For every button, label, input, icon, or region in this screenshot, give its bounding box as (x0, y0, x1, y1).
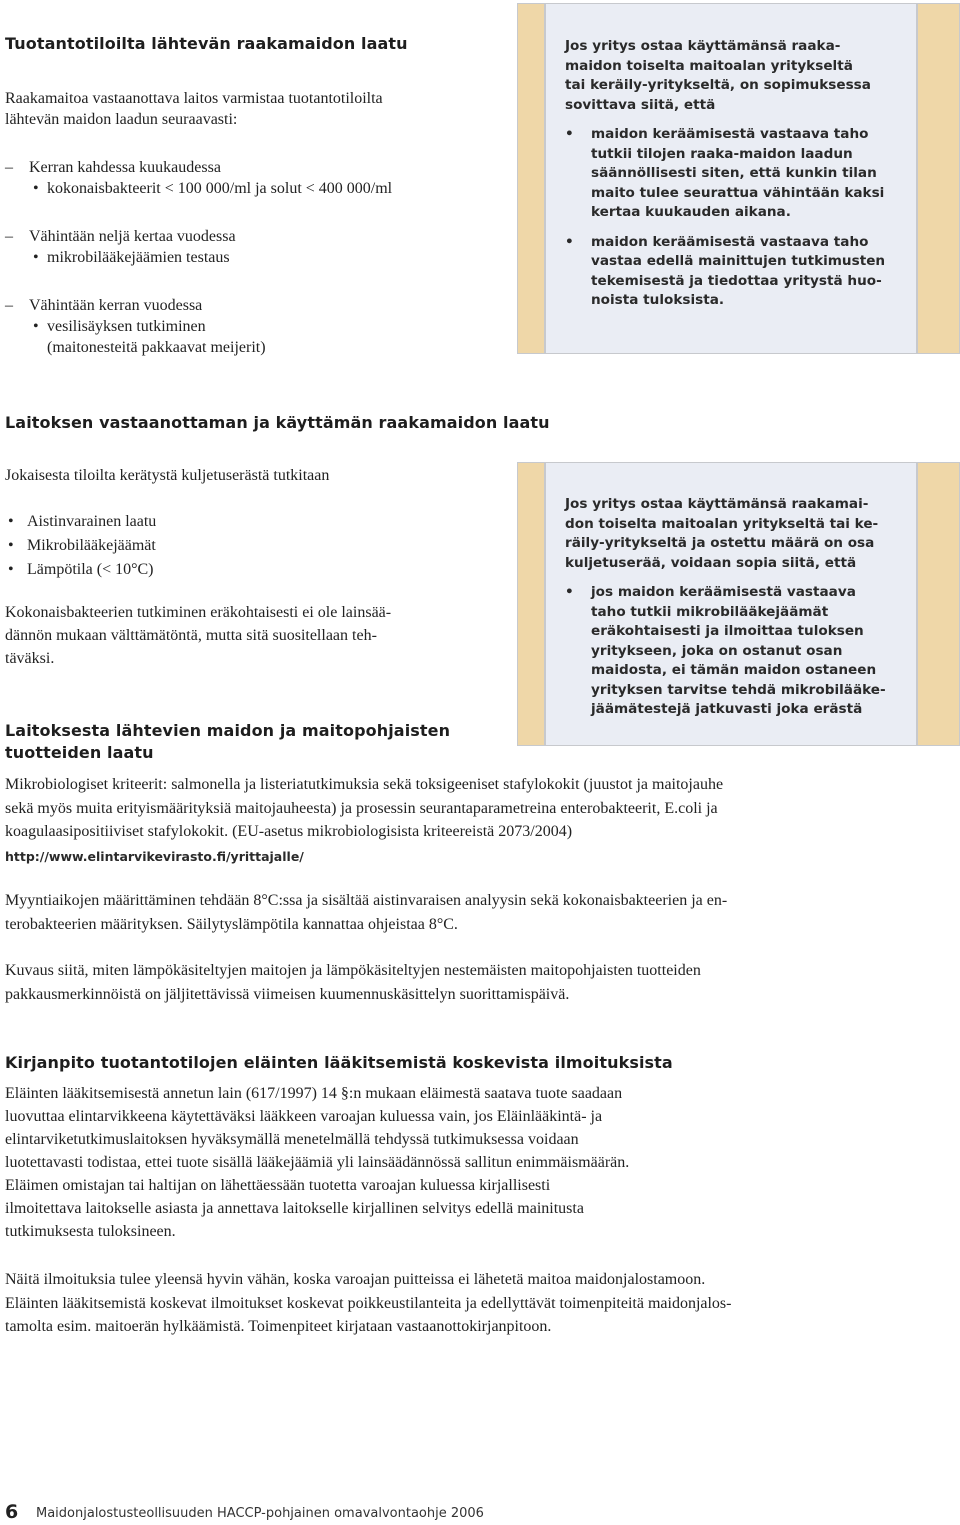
schedule-sub-item: • mikrobilääkejäämien testaus (33, 249, 230, 266)
section2-heading: Laitoksen vastaanottaman ja käyttämän raakamaidon laatu (5, 413, 550, 432)
box1-list-item: • maidon keräämisestä vastaava taho tutkii tilojen raaka-maidon laadun säännöllisesti siten, että kunkin tilan maito tulee seurattua vähintään kaksi kertaa kuukauden aikana. (565, 126, 885, 220)
box1-left-stripe (517, 3, 545, 354)
section2-paragraph: Kokonaisbakteerien tutkiminen eräkohtaisesti ei ole lainsää- dännön mukaan välttämätöntä, mutta sitä suositellaan teh- täväksi. (5, 604, 392, 667)
box1-intro-line: maidon toiselta maitoalan yritykseltä (565, 57, 853, 74)
box1-intro-line: tai keräily-yritykseltä, on sopimuksessa (565, 77, 871, 93)
dash-icon: – (5, 159, 13, 176)
bullet-icon: • (565, 233, 574, 250)
section4-paragraph-2: Näitä ilmoituksia tulee yleensä hyvin vähän, koska varoajan puitteissa ei lähetetä maitoa maidonjalostamoon. Eläinten lääkitsemistä koskevat ilmoitukset koskevat poikkeustilanteita ja edellyttävät toimenpiteitä maidonjalos- tamolta esim. maitoerän hylkäämistä. Toimenpiteet kirjataan vastaanottokirjanpitoon. (5, 1271, 732, 1335)
bullet-icon: • (8, 537, 14, 554)
schedule-item: – Vähintään kerran vuodessa (5, 297, 203, 314)
schedule-sub-item: • vesilisäyksen tutkiminen (33, 318, 206, 335)
reference-link[interactable]: http://www.elintarvikevirasto.fi/yrittajalle/ (5, 849, 304, 864)
section3-paragraph-2: Myyntiaikojen määrittäminen tehdään 8°C:ssa ja sisältää aistinvaraisen analyysin sekä kokonaisbakteerien ja en- terobakteerien määrityksen. Säilytyslämpötila kannattaa ohjeistaa 8°C. (5, 892, 728, 933)
section1-heading: Tuotantotiloilta lähtevän raakamaidon laatu (5, 34, 408, 53)
check-item: • Aistinvarainen laatu (5, 510, 510, 534)
section3-paragraph-3: Kuvaus siitä, miten lämpökäsiteltyjen maitojen ja lämpökäsiteltyjen nestemäisten maitopohjaisten tuotteiden pakkausmerkinnöistä on jäljitettävissä viimeisen kuumennuskäsittelyn suorittamispäivä. (5, 962, 701, 1003)
box2-list-item: • jos maidon keräämisestä vastaava taho tutkii mikrobilääkejäämät eräkohtaisesti ja ilmoittaa tuloksen yritykseen, joka on ostanut osan maidosta, ei tämän maidon ostaneen yrityksen tarvitse tehdä mikrobilääke- jäämätestejä jatkuvasti joka erästä (565, 584, 886, 717)
page-number: 6 (5, 1501, 19, 1523)
box1-intro-line: Jos yritys ostaa käyttämänsä raaka- (565, 38, 841, 54)
bullet-icon: • (33, 180, 39, 197)
section1-body (5, 88, 505, 358)
section1-intro-line: Raakamaitoa vastaanottava laitos varmistaa tuotantotiloilta (5, 90, 383, 107)
box2-right-stripe (917, 462, 960, 746)
check-item: • Lämpötila (< 10°C) (5, 558, 510, 582)
box2-left-stripe (517, 462, 545, 746)
section1-intro-line: lähtevän maidon laadun seuraavasti: (5, 111, 238, 128)
box1-intro-line: sovittava siitä, että (565, 96, 716, 113)
box2-intro-line: räily-yritykseltä ja ostettu määrä on osa (565, 535, 875, 551)
schedule-sub-item: • kokonaisbakteerit < 100 000/ml ja solut < 400 000/ml (33, 180, 393, 197)
check-item: • Mikrobilääkejäämät (5, 534, 510, 558)
schedule-item: – Vähintään neljä kertaa vuodessa (5, 228, 236, 245)
bullet-icon: • (33, 318, 39, 335)
dash-icon: – (5, 228, 13, 245)
section4-heading: Kirjanpito tuotantotilojen eläinten lääkitsemistä koskevista ilmoituksista (5, 1053, 673, 1072)
bullet-icon: • (565, 126, 574, 142)
footer-title: Maidonjalostusteollisuuden HACCP-pohjainen omavalvontaohje 2006 (36, 1506, 484, 1521)
box2-intro-line: kuljetuserää, voidaan sopia siitä, että (565, 554, 857, 571)
info-box-1-text (565, 37, 910, 311)
schedule-sub-item-continued: (maitonesteitä pakkaavat meijerit) (47, 339, 266, 356)
bullet-icon: • (8, 513, 14, 530)
section3-heading: Laitoksesta lähtevien maidon ja maitopohjaisten tuotteiden laatu (5, 721, 451, 762)
section4-paragraph-1: Eläinten lääkitsemisestä annetun lain (617/1997) 14 §:n mukaan eläimestä saatava tuote saadaan luovuttaa elintarvikkeena käytettäväksi lääkkeen varoajan kuluessa vain, jos Eläinlääkintä- ja elintarviketutkimuslaitoksen hyväksymällä menetelmällä tehdyssä tutkimuksessa voidaan luotettavasti todistaa, ettei tuote sisällä lääkejäämiä yli lainsäädännössä sallitun enimmäismäärän. Eläimen omistajan tai haltijan on lähettäessään tuotetta varoajan kuluessa kirjallisesti ilmoitettava laitokselle asiasta ja annettava laitokselle kirjallinen selvitys edellä mainitusta tutkimuksesta tuloksineen. (5, 1085, 630, 1240)
box1-list-item: • maidon keräämisestä vastaava taho vastaa edellä mainittujen tutkimusten tekemisestä ja tiedottaa yritystä huo- noista tuloksista. (565, 233, 886, 308)
box2-intro-line: Jos yritys ostaa käyttämänsä raakamai- (565, 496, 869, 512)
section3-paragraph-1: Mikrobiologiset kriteerit: salmonella ja listeriatutkimuksia sekä toksigeeniset stafylokokit (juustot ja maitojauhe sekä myös muita erityismäärityksiä maitojauheesta) ja prosessin seurantaparametreina enterobakteerit, E.coli ja koagulaasipositiiviset stafylokokit. (EU-asetus mikrobiologisista kriteereistä 2073/2004) (5, 776, 724, 840)
dash-icon: – (5, 297, 13, 314)
section2-body (5, 465, 510, 670)
bullet-icon: • (565, 584, 574, 600)
box2-intro-line: don toiselta maitoalan yritykseltä tai ke- (565, 515, 879, 532)
bullet-icon: • (33, 249, 39, 266)
box1-right-stripe (917, 3, 960, 354)
schedule-item: – Kerran kahdessa kuukaudessa (5, 159, 221, 176)
section2-intro: Jokaisesta tiloilta kerätystä kuljetuserästä tutkitaan (5, 467, 330, 484)
bullet-icon: • (8, 561, 14, 578)
info-box-2-text (565, 495, 910, 720)
